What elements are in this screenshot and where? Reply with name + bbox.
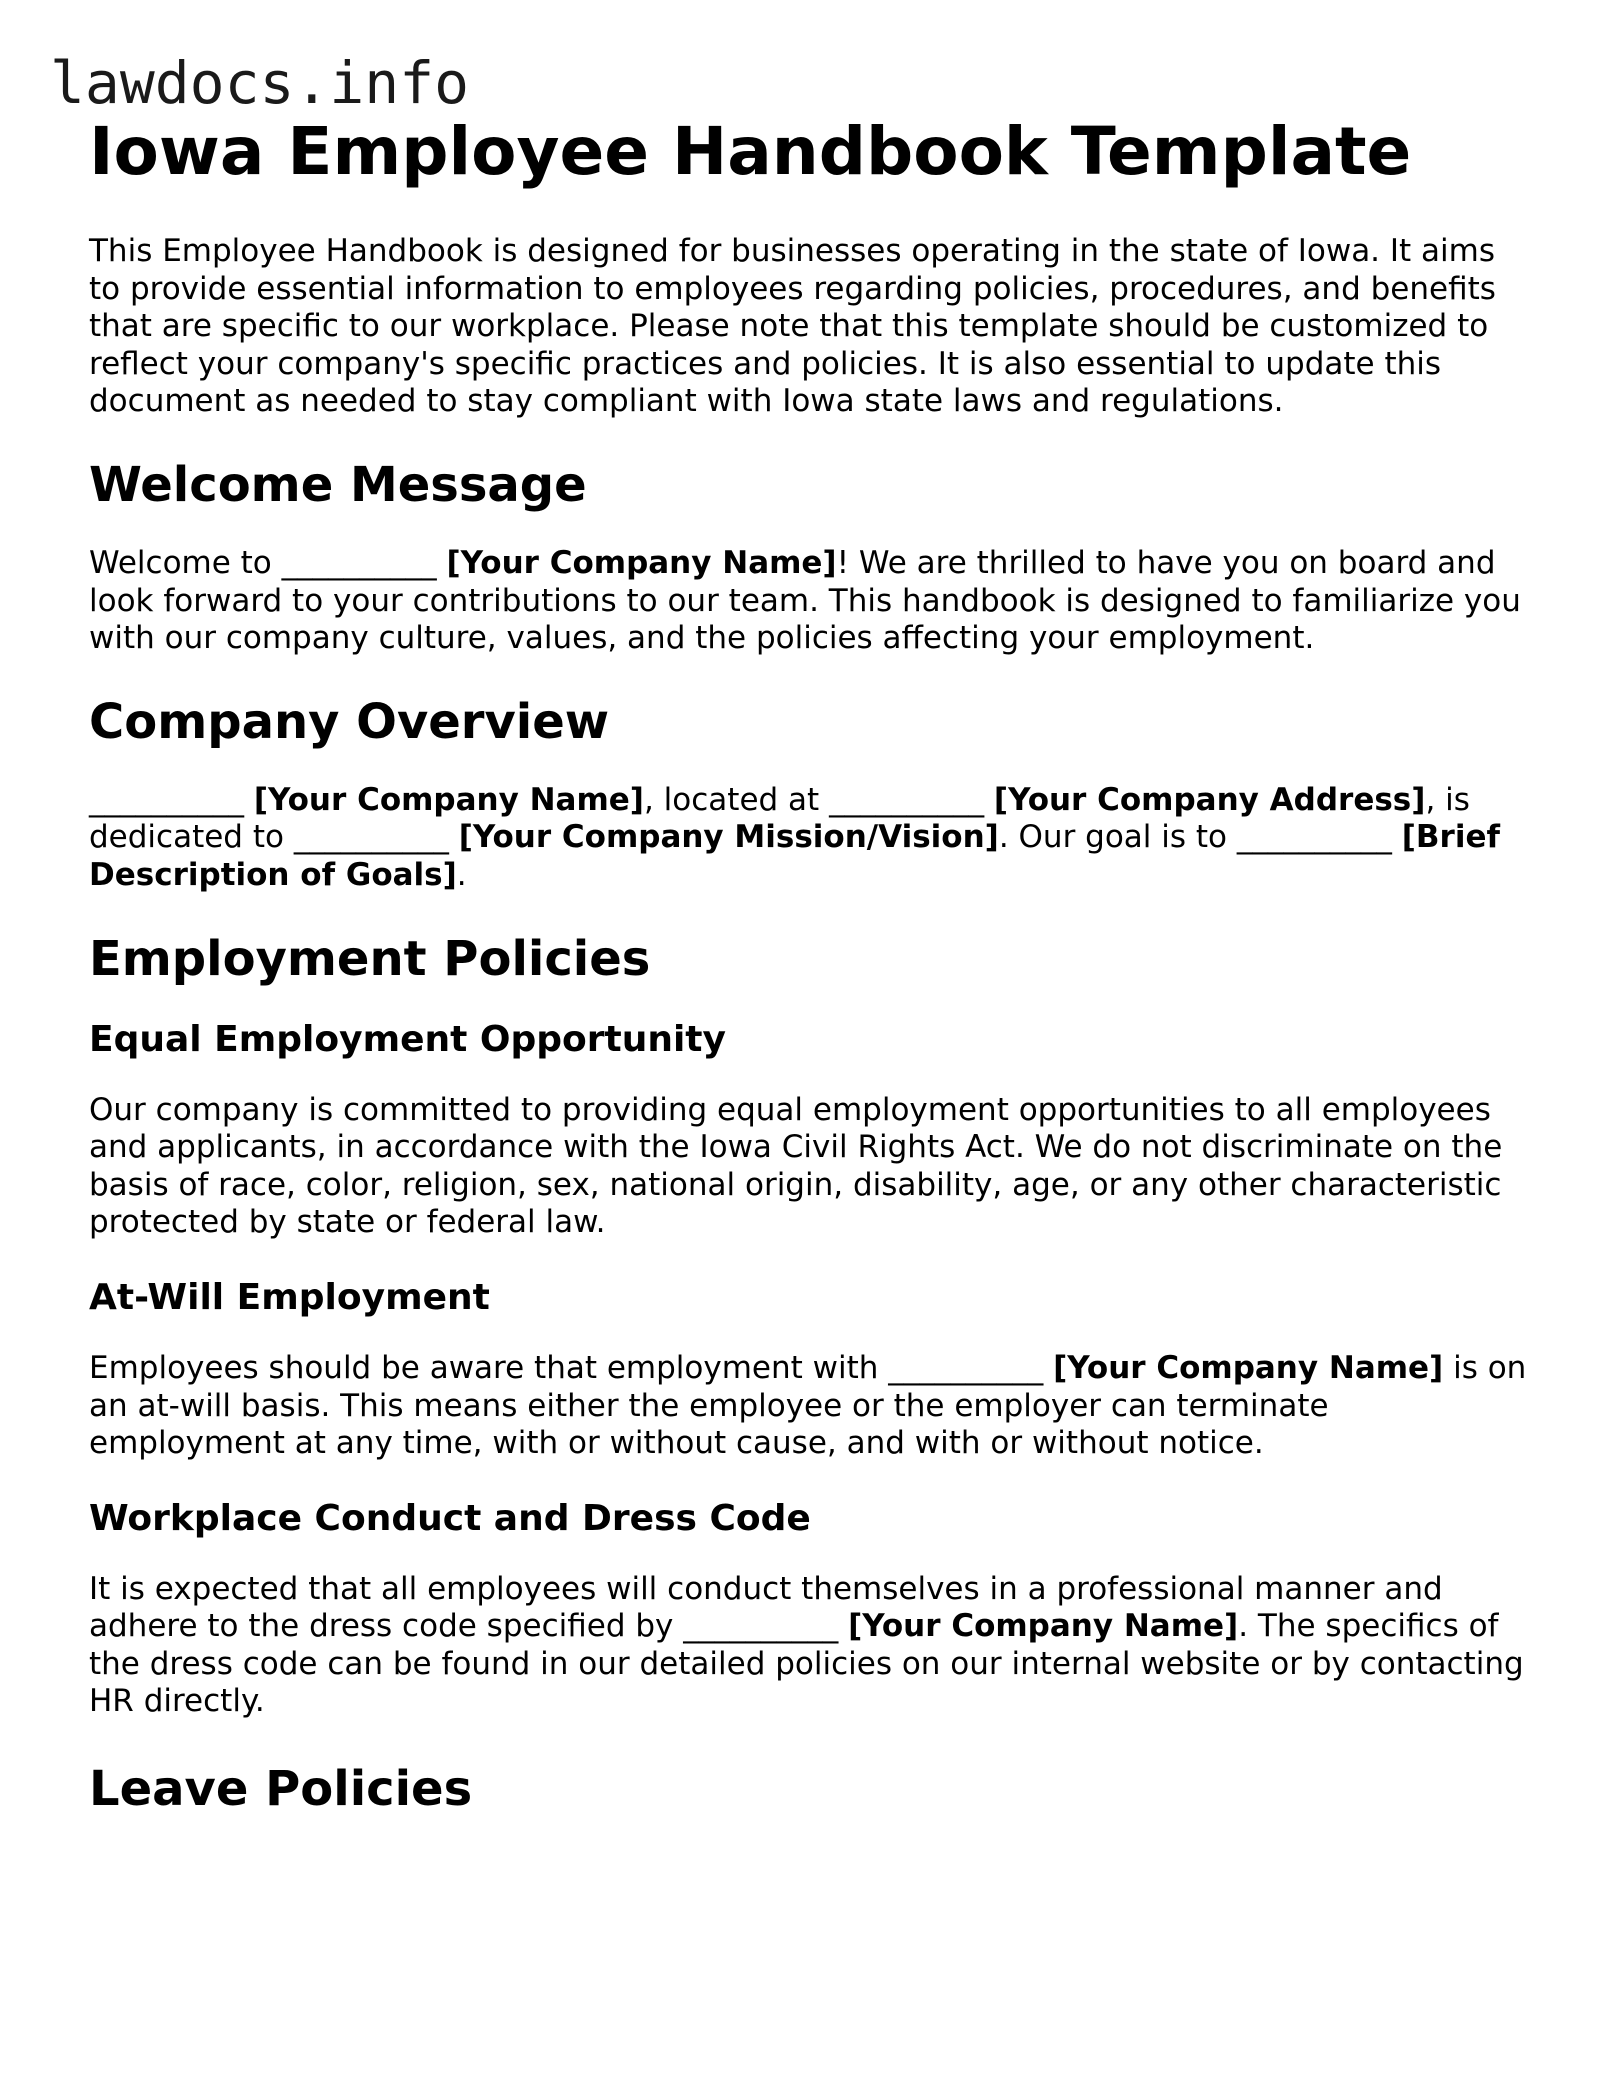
placeholder-company-name: [Your Company Name]	[848, 1608, 1239, 1645]
employment-policies-heading: Employment Policies	[89, 930, 651, 987]
welcome-heading: Welcome Message	[89, 456, 587, 513]
welcome-paragraph	[89, 545, 1529, 658]
placeholder-goals: [Brief Description of Goals]	[89, 819, 1500, 893]
overview-text-end: .	[456, 856, 467, 893]
blank-field: __________	[293, 819, 449, 856]
conduct-paragraph	[89, 1571, 1529, 1721]
overview-text-located: , located at	[643, 781, 830, 818]
site-watermark: lawdocs.info	[50, 49, 470, 117]
eeo-heading: Equal Employment Opportunity	[89, 1018, 726, 1060]
intro-paragraph: This Employee Handbook is designed for businesses operating in the state of Iowa. It aims to provide essential information to employees regarding policies, procedures, and benefits that are specific to our workplace. Please note that this template should be customized to reflect your company's specific practices and policies. It is also essential to update this document as needed to stay compliant with Iowa state laws and regulations.	[89, 233, 1496, 420]
eeo-paragraph: Our company is committed to providing equal employment opportunities to all employees and applicants, in accordance with the Iowa Civil Rights Act. We do not discriminate on the basis of race, color, religion, sex, national origin, disability, age, or any other characteristic protected by state or federal law.	[89, 1091, 1503, 1241]
at-will-heading: At-Will Employment	[89, 1276, 490, 1318]
overview-heading: Company Overview	[89, 693, 610, 750]
document-page	[89, 112, 1529, 1819]
overview-paragraph	[89, 782, 1529, 895]
at-will-text-before: Employees should be aware that employment with	[89, 1349, 889, 1386]
blank-field: __________	[888, 1349, 1044, 1386]
conduct-text-before: It is expected that all employees will conduct themselves in a professional manner and adhere to the dress code specified by	[89, 1570, 1443, 1645]
placeholder-company-mission: [Your Company Mission/Vision]	[458, 819, 999, 856]
conduct-heading: Workplace Conduct and Dress Code	[89, 1497, 811, 1539]
overview-text-goal: . Our goal is to	[998, 819, 1237, 856]
blank-field: __________	[1236, 819, 1392, 856]
placeholder-company-name: [Your Company Name]	[446, 544, 837, 581]
welcome-text-before: Welcome to	[89, 544, 282, 581]
leave-policies-heading: Leave Policies	[89, 1761, 473, 1818]
blank-field: __________	[829, 781, 985, 818]
blank-field: __________	[683, 1608, 839, 1645]
placeholder-company-address: [Your Company Address]	[993, 781, 1426, 818]
placeholder-company-name: [Your Company Name]	[253, 781, 644, 818]
overview-text-dedicated: , is dedicated to	[89, 781, 1470, 856]
blank-field: __________	[89, 781, 244, 818]
blank-field: __________	[281, 544, 437, 581]
conduct-text-after: . The specifics of the dress code can be found in our detailed policies on our internal website or by contacting HR directly.	[89, 1608, 1524, 1720]
at-will-text-after: is on an at-will basis. This means either the employee or the employer can terminate employment at any time, with or without cause, and with or without notice.	[89, 1349, 1527, 1462]
at-will-paragraph	[89, 1350, 1529, 1463]
document-title: Iowa Employee Handbook Template	[89, 113, 1412, 190]
placeholder-company-name: [Your Company Name]	[1053, 1349, 1444, 1386]
welcome-text-after: ! We are thrilled to have you on board and look forward to your contributions to our team. This handbook is designed to familiarize you with our company culture, values, and the policies affecting your employment.	[89, 544, 1521, 657]
